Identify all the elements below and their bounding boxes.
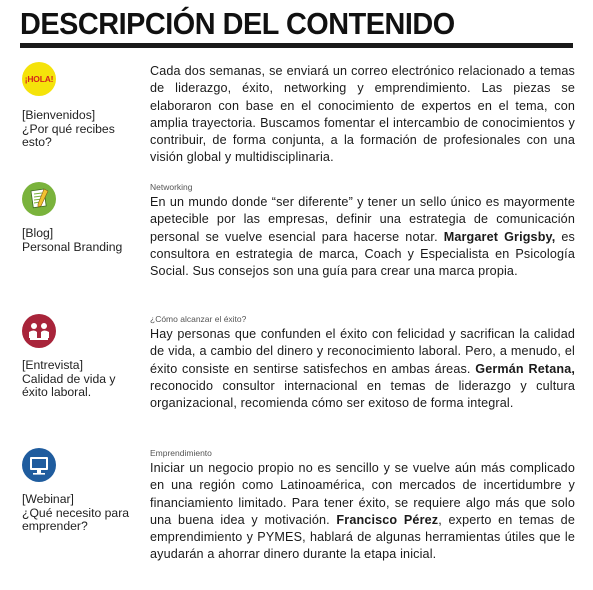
section-caption: Emprendimiento (150, 448, 212, 458)
body-bold-name: Francisco Pérez (336, 512, 439, 527)
clipboard-pencil-icon (22, 182, 56, 216)
section-label (22, 227, 142, 254)
section-caption: Networking (150, 182, 193, 192)
body-text: Hay personas que confunden el éxito con felicidad y sacrifican la calidad de vida, a cambio del dinero y reconocimiento laboral. Pero, a menudo, el éxito consiste en sentirse satisfechos en ambas áreas. (150, 327, 575, 376)
section-label-tag: [Bienvenidos] (22, 108, 96, 122)
section-label (22, 493, 142, 534)
page-title: DESCRIPCIÓN DEL CONTENIDO (20, 6, 455, 41)
body-text: En un mundo donde “ser diferente” y tener un sello único es mayormente apetecible por las empresas, definir una estrategia de comunicación personal se vuelve esencial para hacerse notar. (150, 195, 575, 244)
body-bold-name: Margaret Grigsby, (443, 229, 556, 244)
body-text: , experto en temas de emprendimiento y PYMES, hablará de algunas herramientas útiles que le ayudarán a ahorrar dinero durante la etapa inicial. (150, 512, 575, 562)
section-label-line: éxito laboral. (22, 385, 92, 399)
section-label (22, 109, 142, 150)
section-label-tag: [Entrevista] (22, 358, 83, 372)
section-body (150, 460, 575, 564)
section-label-line: ¿Por qué recibes (22, 121, 115, 136)
section-body (150, 194, 575, 280)
section-body (150, 63, 575, 167)
body-text: Iniciar un negocio propio no es sencillo y se vuelve aún más complicado en una región como Latinoamérica, con mercados de incertidumbre y financiamiento limitado. Para tener éxito, se requiere algo más que solo una buena idea y motivación. (150, 461, 575, 527)
body-text: reconocido consultor internacional en temas de liderazgo y cultura organizacional, recomienda cómo ser exitoso de forma integral. (150, 378, 575, 411)
section-caption: ¿Cómo alcanzar el éxito? (150, 314, 247, 324)
section-label-line: emprender? (22, 519, 88, 533)
body-bold-name: Germán Retana, (475, 361, 575, 376)
section-label (22, 359, 142, 400)
section-label-tag: [Blog] (22, 226, 54, 240)
interview-people-icon (22, 314, 56, 348)
title-divider (20, 43, 573, 48)
section-label-line: Personal Branding (22, 239, 123, 254)
monitor-icon (22, 448, 56, 482)
section-label-tag: [Webinar] (22, 492, 74, 506)
body-text: Cada dos semanas, se enviará un correo electrónico relacionado a temas de liderazgo, éxito, networking y emprendimiento. Las piezas se elaboraron con base en el conocimiento de expertos en el tema, con amplia trayectoria. Buscamos fomentar el intercambio de conocimientos y contribuir, de forma conjunta, a la formación de profesionales con una visión global y multidisciplinaria. (150, 64, 575, 165)
hola-badge-text: ¡HOLA! (24, 74, 54, 84)
section-label-line: Calidad de vida y (22, 371, 116, 386)
body-text: es consultora en estrategia de marca, Coach y Especialista en Psicología Social. Sus consejos son una guía para crear una marca propia. (150, 229, 575, 279)
hola-badge-icon (22, 62, 56, 96)
section-label-line: esto? (22, 135, 52, 149)
section-body (150, 326, 575, 412)
section-label-line: ¿Qué necesito para (22, 505, 130, 520)
